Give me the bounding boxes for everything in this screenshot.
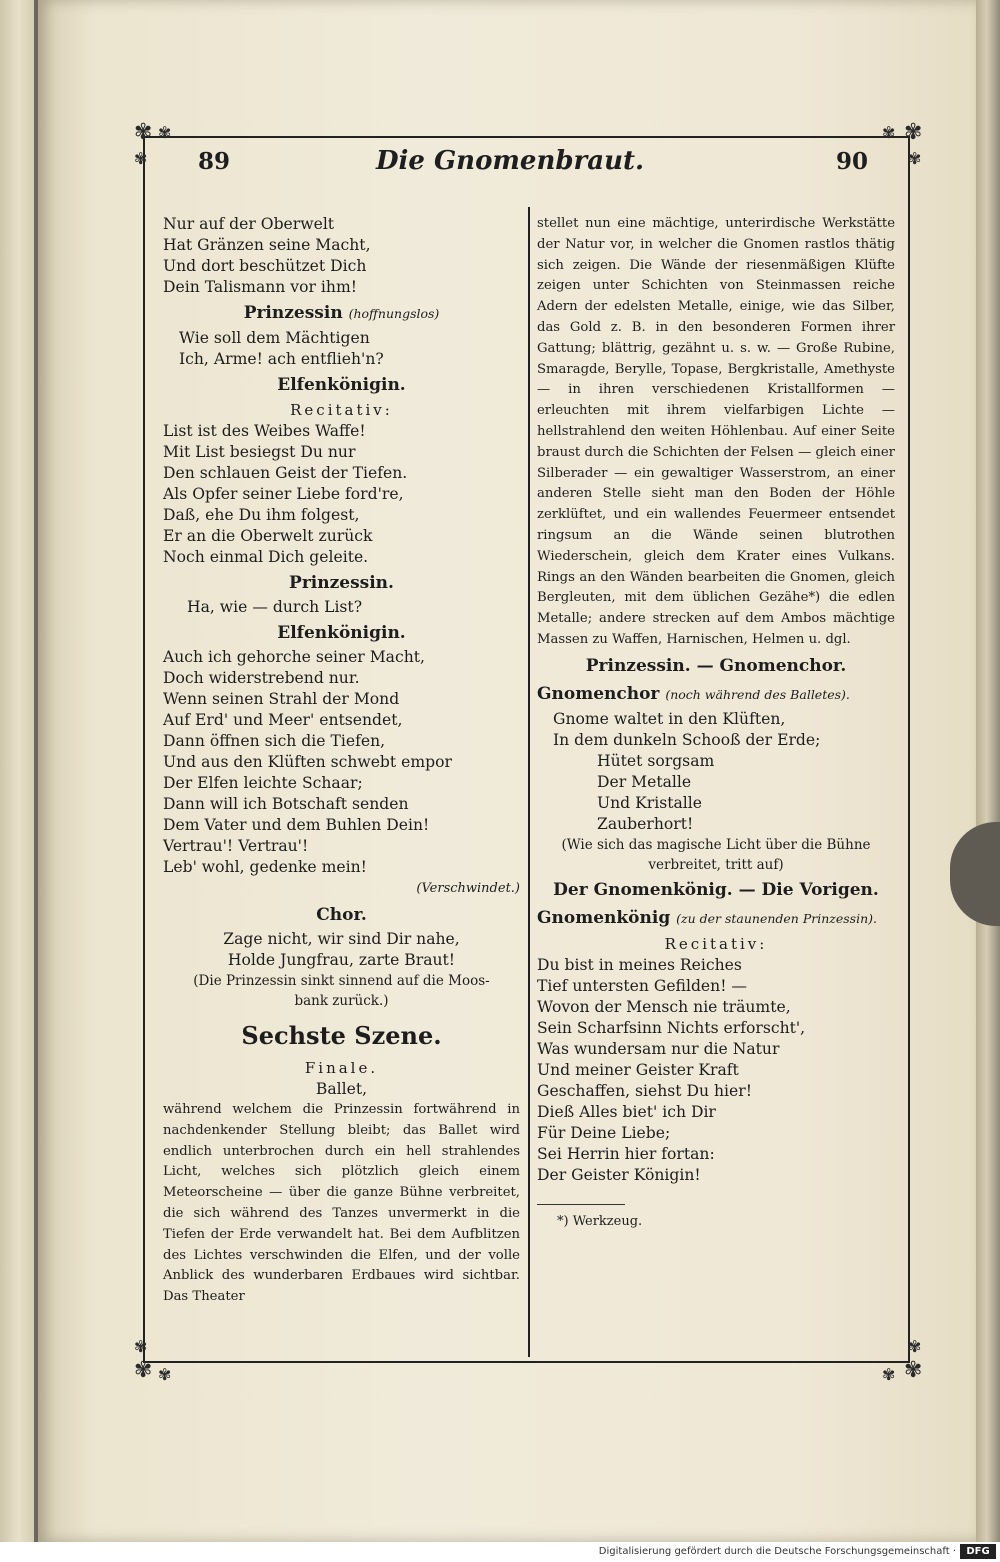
stage-direction-paragraph: stellet nun eine mächtige, unterirdische Werkstätte der Natur vor, in welcher die Gnomen rastlos thätig sich zeigen. Die Wände der riesenmäßigen Klüfte zeigen unter Schichten von Steinmassen reiche Adern der edelsten Metalle, einige, wie das Silber, das Gold z. B. in den besonderen Formen ihrer Gattung; blättrig, gezähnt u. s. w. — Große Rubine, Smaragde, Berylle, Topase, Bergkristalle, Amethyste — in ihren verschiedenen Kristallformen — erleuchten mit ihrem vielfarbigen Lichte — hellstrahlend den weiten Höhlenbau. Auf einer Seite braust durch die Schichten der Felsen — gleich einer Silberader — ein gewaltiger Wasserstrom, an einer anderen Stelle sieht man den Boden der Höhle zerklüftet, und ein wallendes Feuermeer entsendet ringsum an die Wände seinen blutrothen Wiederschein, gleich dem Krater eines Vulkans. Rings an den Wänden bearbeiten die Gnomen, gleich Bergleuten, mit dem üblichen Gezähe*) die edlen Metalle; andere strecken auf dem Ambos mächtige Massen zu Waffen, Harnischen, Helmen u. dgl. [537,216,895,647]
page-number-right: 90 [836,148,869,175]
verse-line: Dem Vater und dem Buhlen Dein! [163,816,430,834]
verse-line: Dieß Alles biet' ich Dir [537,1102,716,1121]
verse-line: Auch ich gehorche seiner Macht, [163,648,425,666]
verse-line: Wenn seinen Strahl der Mond [163,690,400,708]
verse-line: Geschaffen, siehst Du hier! [537,1081,752,1100]
verse-line: Auf Erd' und Meer' entsendet, [163,711,403,729]
dfg-logo: DFG [960,1544,996,1559]
left-text-column [163,214,520,1308]
previous-page-edge [0,0,34,1542]
verse-line: Leb' wohl, gedenke mein! [163,858,367,876]
verse-line: Noch einmal Dich geleite. [163,548,369,566]
verse-line: Gnome waltet in den Klüften, [553,709,786,728]
verse-line: Du bist in meines Reiches [537,955,742,974]
verse-line: Und Kristalle [597,793,702,812]
scene-heading: Sechste Szene. [241,1021,442,1050]
verse-line: Hütet sorgsam [597,751,715,770]
verse-line: Ballet, [315,1080,368,1098]
speaker-heading: Elfenkönigin. [277,375,406,395]
verse-line: In dem dunkeln Schooß der Erde; [553,730,821,749]
verse-line: Nur auf der Oberwelt [163,215,335,233]
speaker-direction: (hoffnungslos) [348,306,440,321]
speaker-direction: (noch während des Balletes). [665,686,850,702]
speaker-heading: Der Gnomenkönig. — Die Vorigen. [553,879,879,900]
stage-direction: (Verschwindet.) [416,881,520,896]
verse-line: Zauberhort! [597,814,694,833]
verse-line: Den schlauen Geist der Tiefen. [163,464,408,482]
verse-line: Und dort beschützet Dich [163,257,367,275]
corner-ornament-top-right: ✾ ✾ ✾ [882,120,923,168]
verse-line: Der Elfen leichte Schaar; [163,774,363,792]
speaker-heading [537,682,895,707]
verse-line: Tief untersten Gefilden! — [537,976,748,995]
stage-direction: bank zurück.) [294,993,389,1009]
speaker-name: Gnomenchor [537,683,660,704]
stage-direction: verbreitet, tritt auf) [648,856,784,873]
page-number-left: 89 [198,148,231,175]
section-label: Finale. [304,1059,379,1077]
verse-line: Zage nicht, wir sind Dir nahe, [223,930,460,948]
verse-line: Sein Scharfsinn Nichts erforscht', [537,1018,806,1037]
footnote: *) Werkzeug. [557,1213,643,1229]
corner-ornament-bottom-left: ✾ ✾ ✾ [134,1337,172,1384]
right-text-column [537,214,895,1231]
corner-ornament-bottom-right: ✾ ✾ ✾ [882,1337,923,1384]
speaker-heading: Elfenkönigin. [277,623,406,643]
funding-note: Digitalisierung gefördert durch die Deutsche Forschungsgemeinschaft · [598,1546,956,1557]
speaker-direction: (zu der staunenden Prinzessin). [676,910,877,926]
speaker-name: Prinzessin [243,303,343,323]
verse-line: Wovon der Mensch nie träumte, [537,997,791,1016]
stage-direction-paragraph: während welchem die Prinzessin fortwährend in nachdenkender Stellung bleibt; das Ballet wird endlich unterbrochen durch ein hell strahlendes Licht, welches sich plötzlich gleich einem Meteorscheine — über die ganze Bühne verbreitet, die sich während des Tanzes unvermerkt in die Tiefen der Erde verwandelt hat. Bei dem Aufblitzen des Lichtes verschwinden die Elfen, und der volle Anblick des wunderbaren Erdbaues wird sichtbar. Das Theater [163,1102,520,1305]
verse-line: Wie soll dem Mächtigen [179,329,370,347]
verse-line: Als Opfer seiner Liebe ford're, [163,485,404,503]
verse-line: Der Geister Königin! [537,1165,701,1184]
verse-line: Und aus den Klüften schwebt empor [163,753,452,771]
verse-line: Mit List besiegst Du nur [163,443,356,461]
running-title: Die Gnomenbraut. [375,146,645,176]
speaker-name: Gnomenkönig [537,907,671,928]
verse-line: Doch widerstrebend nur. [163,669,360,687]
verse-line: Für Deine Liebe; [537,1123,671,1142]
speaker-heading: Prinzessin. — Gnomenchor. [585,655,847,676]
speaker-heading [163,301,520,326]
book-edge [976,0,1000,1542]
corner-ornament-top-left: ✾ ✾ ✾ [134,120,172,168]
section-label: Recitativ: [664,934,768,953]
verse-line: Sei Herrin hier fortan: [537,1144,715,1163]
verse-line: Und meiner Geister Kraft [537,1060,739,1079]
speaker-heading [537,906,895,931]
verse-line: Dann will ich Botschaft senden [163,795,409,813]
column-divider [528,207,530,1357]
verse-line: Dann öffnen sich die Tiefen, [163,732,386,750]
verse-line: Er an die Oberwelt zurück [163,527,373,545]
verse-line: Vertrau'! Vertrau'! [163,837,309,855]
section-label: Recitativ: [290,401,393,419]
verse-line: Daß, ehe Du ihm folgest, [163,506,360,524]
footnote-rule [537,1204,625,1205]
stage-direction: (Die Prinzessin sinkt sinnend auf die Moos- [193,973,490,989]
verse-line: Was wundersam nur die Natur [537,1039,780,1058]
verse-line: Der Metalle [597,772,692,791]
speaker-heading: Prinzessin. [289,573,394,593]
footer-bar [0,1542,1000,1562]
verse-line: Ich, Arme! ach entflieh'n? [179,350,384,368]
verse-line: Dein Talismann vor ihm! [163,278,358,296]
verse-line: Holde Jungfrau, zarte Braut! [227,951,456,969]
verse-line: Hat Gränzen seine Macht, [163,236,371,254]
verse-line: List ist des Weibes Waffe! [163,422,366,440]
verse-line: Ha, wie — durch List? [187,598,363,616]
speaker-heading: Chor. [316,905,367,925]
stage-direction: (Wie sich das magische Licht über die Bühne [561,836,871,853]
